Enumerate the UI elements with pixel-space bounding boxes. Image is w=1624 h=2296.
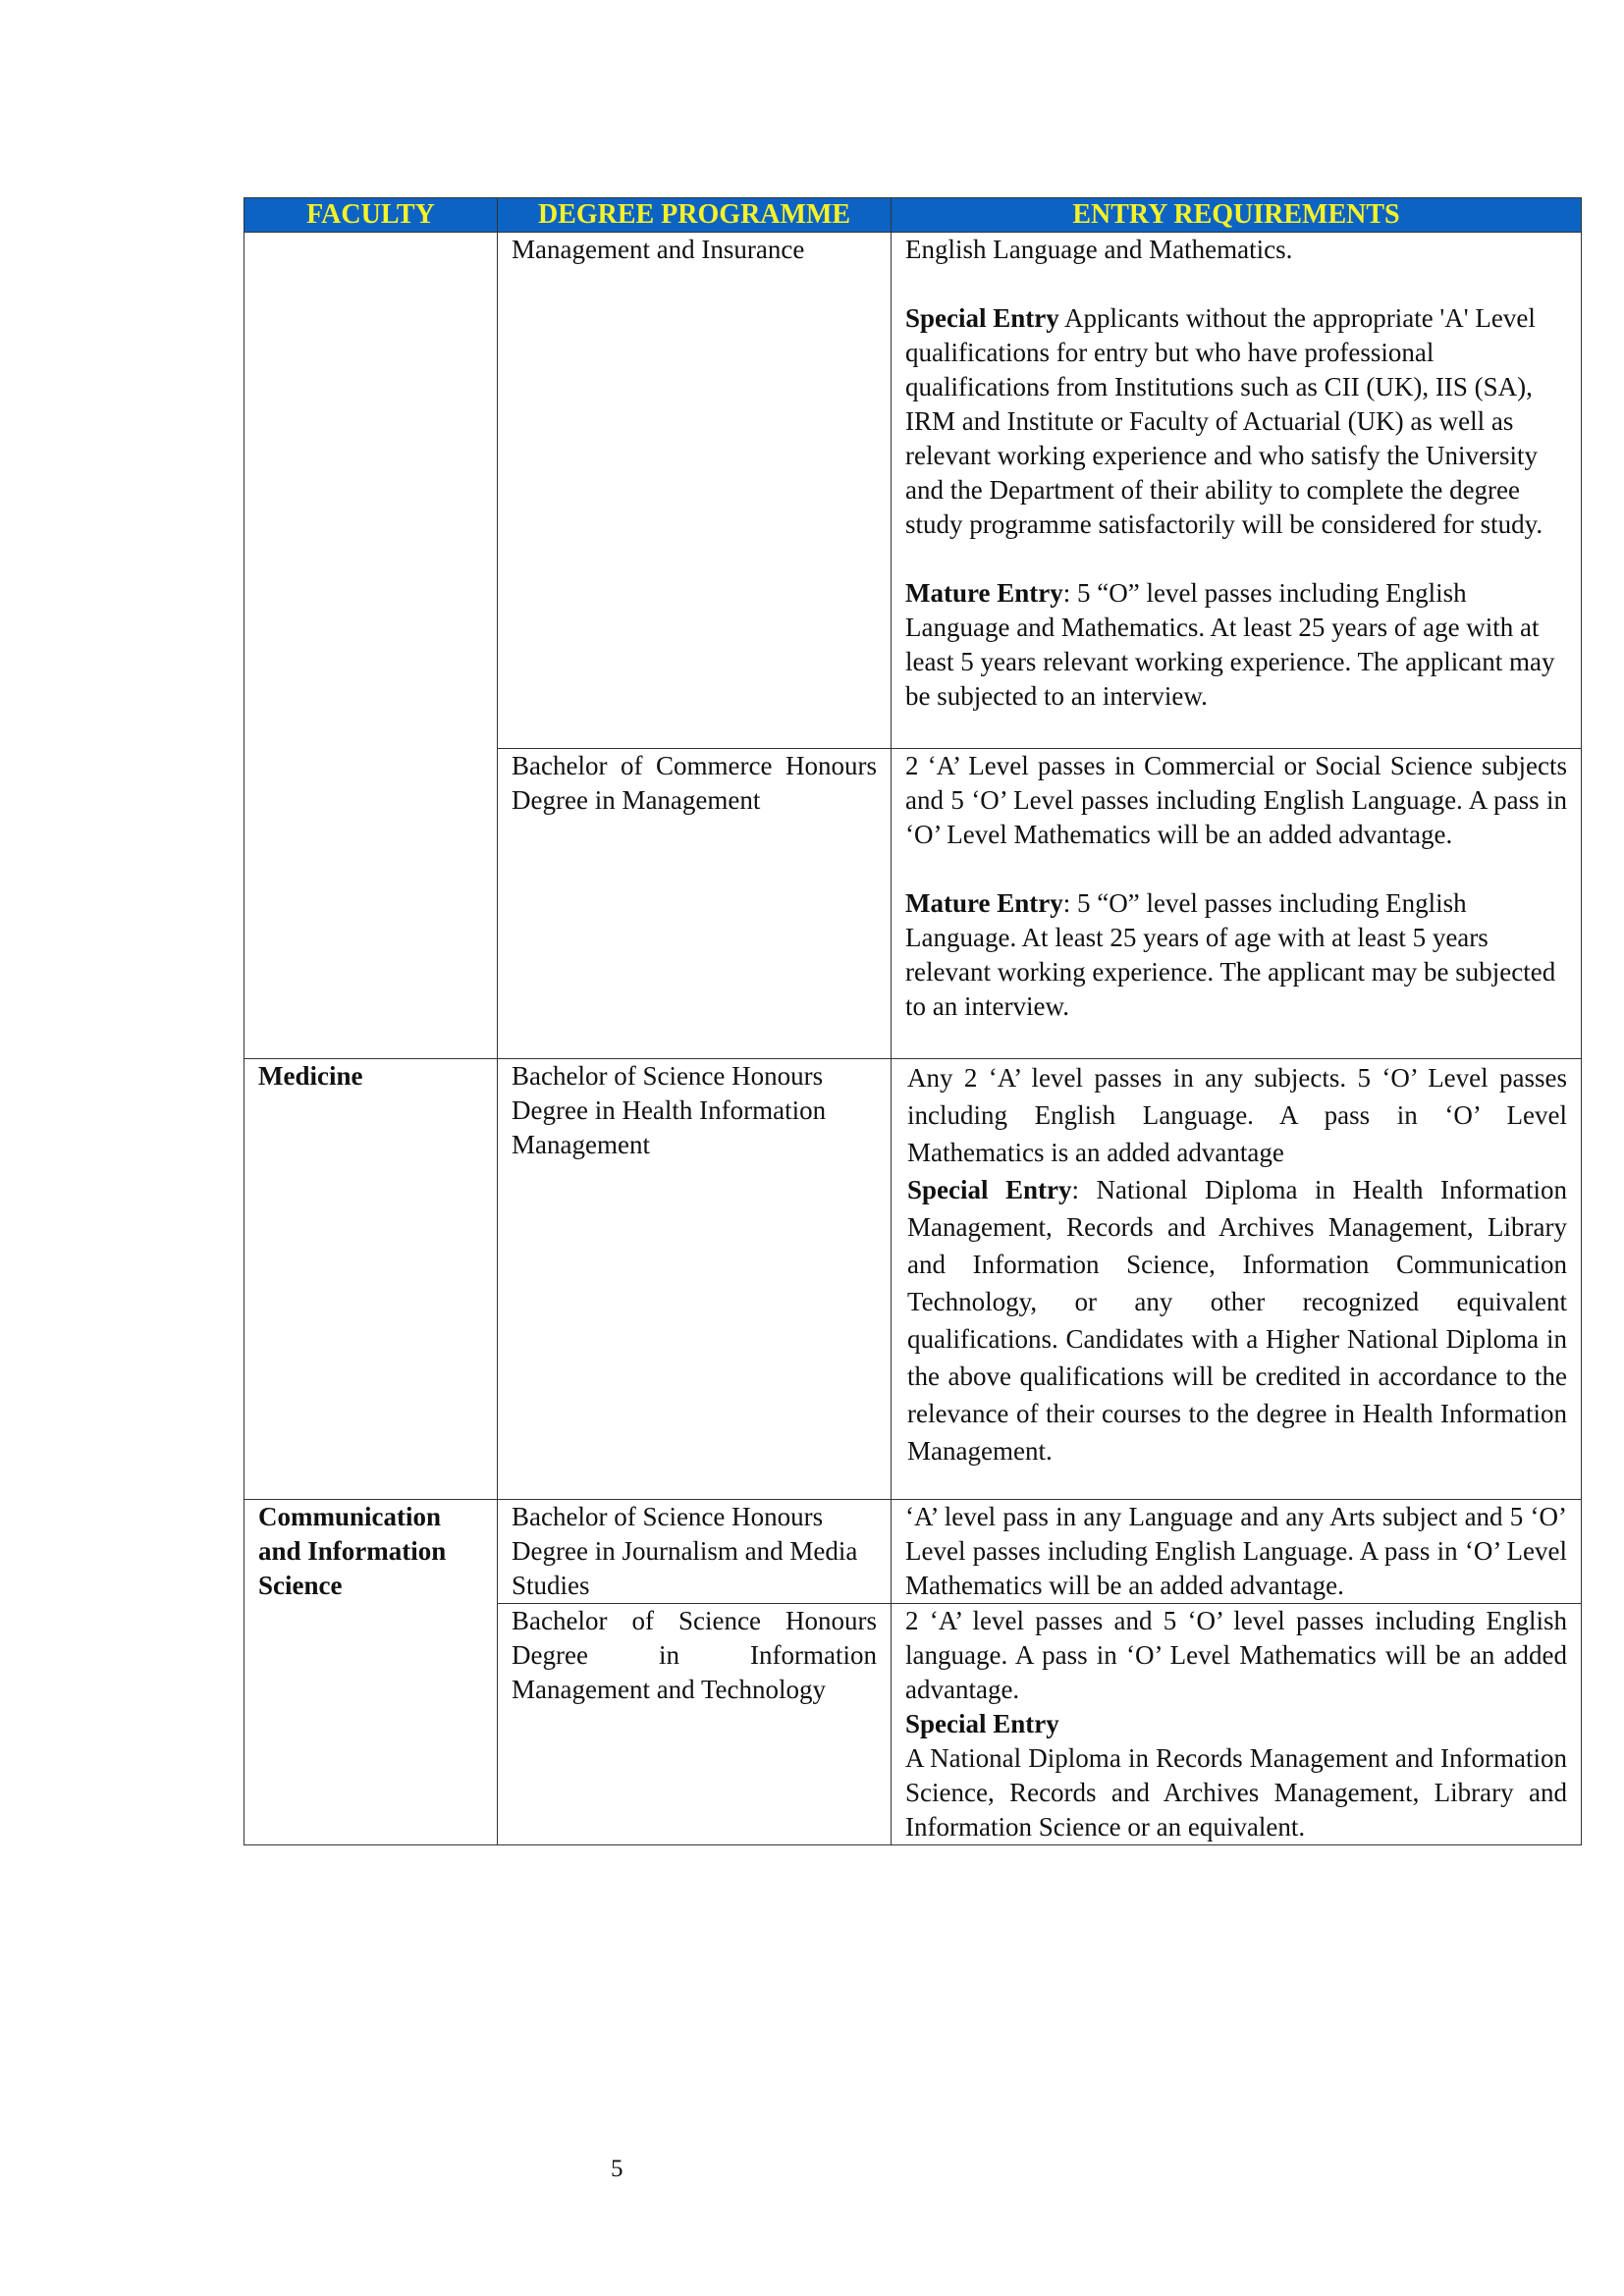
programme-name: Bachelor of Science Honours Degree in Journalism and Media Studies xyxy=(512,1502,858,1600)
requirements-cell xyxy=(892,233,1582,749)
requirements-cell xyxy=(892,749,1582,1059)
programme-name: Bachelor of Science Honours Degree in Information Management and Technology xyxy=(512,1606,877,1704)
requirement-text: 2 ‘A’ Level passes in Commercial or Social Science subjects and 5 ‘O’ Level passes including English Language. A pass in ‘O’ Level Mathematics will be an added advantage. xyxy=(905,751,1567,849)
header-entry-requirements: ENTRY REQUIREMENTS xyxy=(892,198,1582,233)
special-entry-text: A National Diploma in Records Management and Information Science, Records and Archives Management, Library and Information Science or an equivalent. xyxy=(905,1743,1567,1842)
special-entry-text: Applicants without the appropriate 'A' Level qualifications for entry but who have professional qualifications from Institutions such as CII (UK), IIS (SA), IRM and Institute or Faculty of Actuarial (UK) as well as relevant working experience and who satisfy the University and the Department of their ability to complete the degree study programme satisfactorily will be considered for study. xyxy=(905,303,1543,539)
requirement-text: Any 2 ‘A’ level passes in any subjects. 5 ‘O’ Level passes including English Language. A pass in ‘O’ Level Mathematics is an added advantage xyxy=(907,1063,1567,1167)
special-entry-label: Special Entry xyxy=(905,303,1059,333)
table-row xyxy=(244,1500,1582,1604)
faculty-name: Medicine xyxy=(258,1061,363,1091)
mature-entry-text: : 5 “O” level passes including English Language. At least 25 years of age with at least 5 years relevant working experience. The applicant may be subjected to an interview. xyxy=(905,888,1556,1021)
requirements-cell xyxy=(892,1059,1582,1500)
special-entry-label: Special Entry xyxy=(905,1709,1059,1738)
faculty-name: Communication and Information Science xyxy=(258,1502,447,1600)
programme-cell xyxy=(498,749,892,1059)
programme-cell xyxy=(498,1500,892,1604)
requirement-text: 2 ‘A’ level passes and 5 ‘O’ level passes including English language. A pass in ‘O’ Level Mathematics will be an added advantage. xyxy=(905,1606,1567,1704)
programme-cell xyxy=(498,1059,892,1500)
requirement-text: ‘A’ level pass in any Language and any Arts subject and 5 ‘O’ Level passes including English Language. A pass in ‘O’ Level Mathematics will be an added advantage. xyxy=(905,1502,1567,1600)
entry-requirements-table xyxy=(244,197,1582,1845)
programme-cell xyxy=(498,1604,892,1845)
table-header-row xyxy=(244,198,1582,233)
special-entry-label: Special Entry xyxy=(907,1175,1072,1204)
programme-cell xyxy=(498,233,892,749)
header-degree-programme: DEGREE PROGRAMME xyxy=(498,198,892,233)
programme-name: Bachelor of Commerce Honours Degree in Management xyxy=(512,751,877,815)
special-entry-text: : National Diploma in Health Information Management, Records and Archives Management, Library and Information Science, Information Communication Technology, or any other recognized equivalent qualifications. Candidates with a Higher National Diploma in the above qualifications will be credited in accordance to the relevance of their courses to the degree in Health Information Management. xyxy=(907,1175,1567,1466)
requirements-cell xyxy=(892,1604,1582,1845)
header-faculty: FACULTY xyxy=(244,198,498,233)
table-row xyxy=(244,1059,1582,1500)
page-number: 5 xyxy=(611,2156,623,2182)
table-row xyxy=(244,233,1582,749)
faculty-cell xyxy=(244,1500,498,1845)
faculty-cell xyxy=(244,233,498,1059)
faculty-cell xyxy=(244,1059,498,1500)
requirement-text: English Language and Mathematics. xyxy=(905,235,1293,264)
mature-entry-text: : 5 “O” level passes including English Language and Mathematics. At least 25 years of age with at least 5 years relevant working experience. The applicant may be subjected to an interview. xyxy=(905,578,1555,711)
programme-name: Bachelor of Science Honours Degree in Health Information Management xyxy=(512,1061,827,1159)
requirements-cell xyxy=(892,1500,1582,1604)
mature-entry-label: Mature Entry xyxy=(905,578,1063,608)
mature-entry-label: Mature Entry xyxy=(905,888,1063,918)
programme-name: Management and Insurance xyxy=(512,235,805,264)
